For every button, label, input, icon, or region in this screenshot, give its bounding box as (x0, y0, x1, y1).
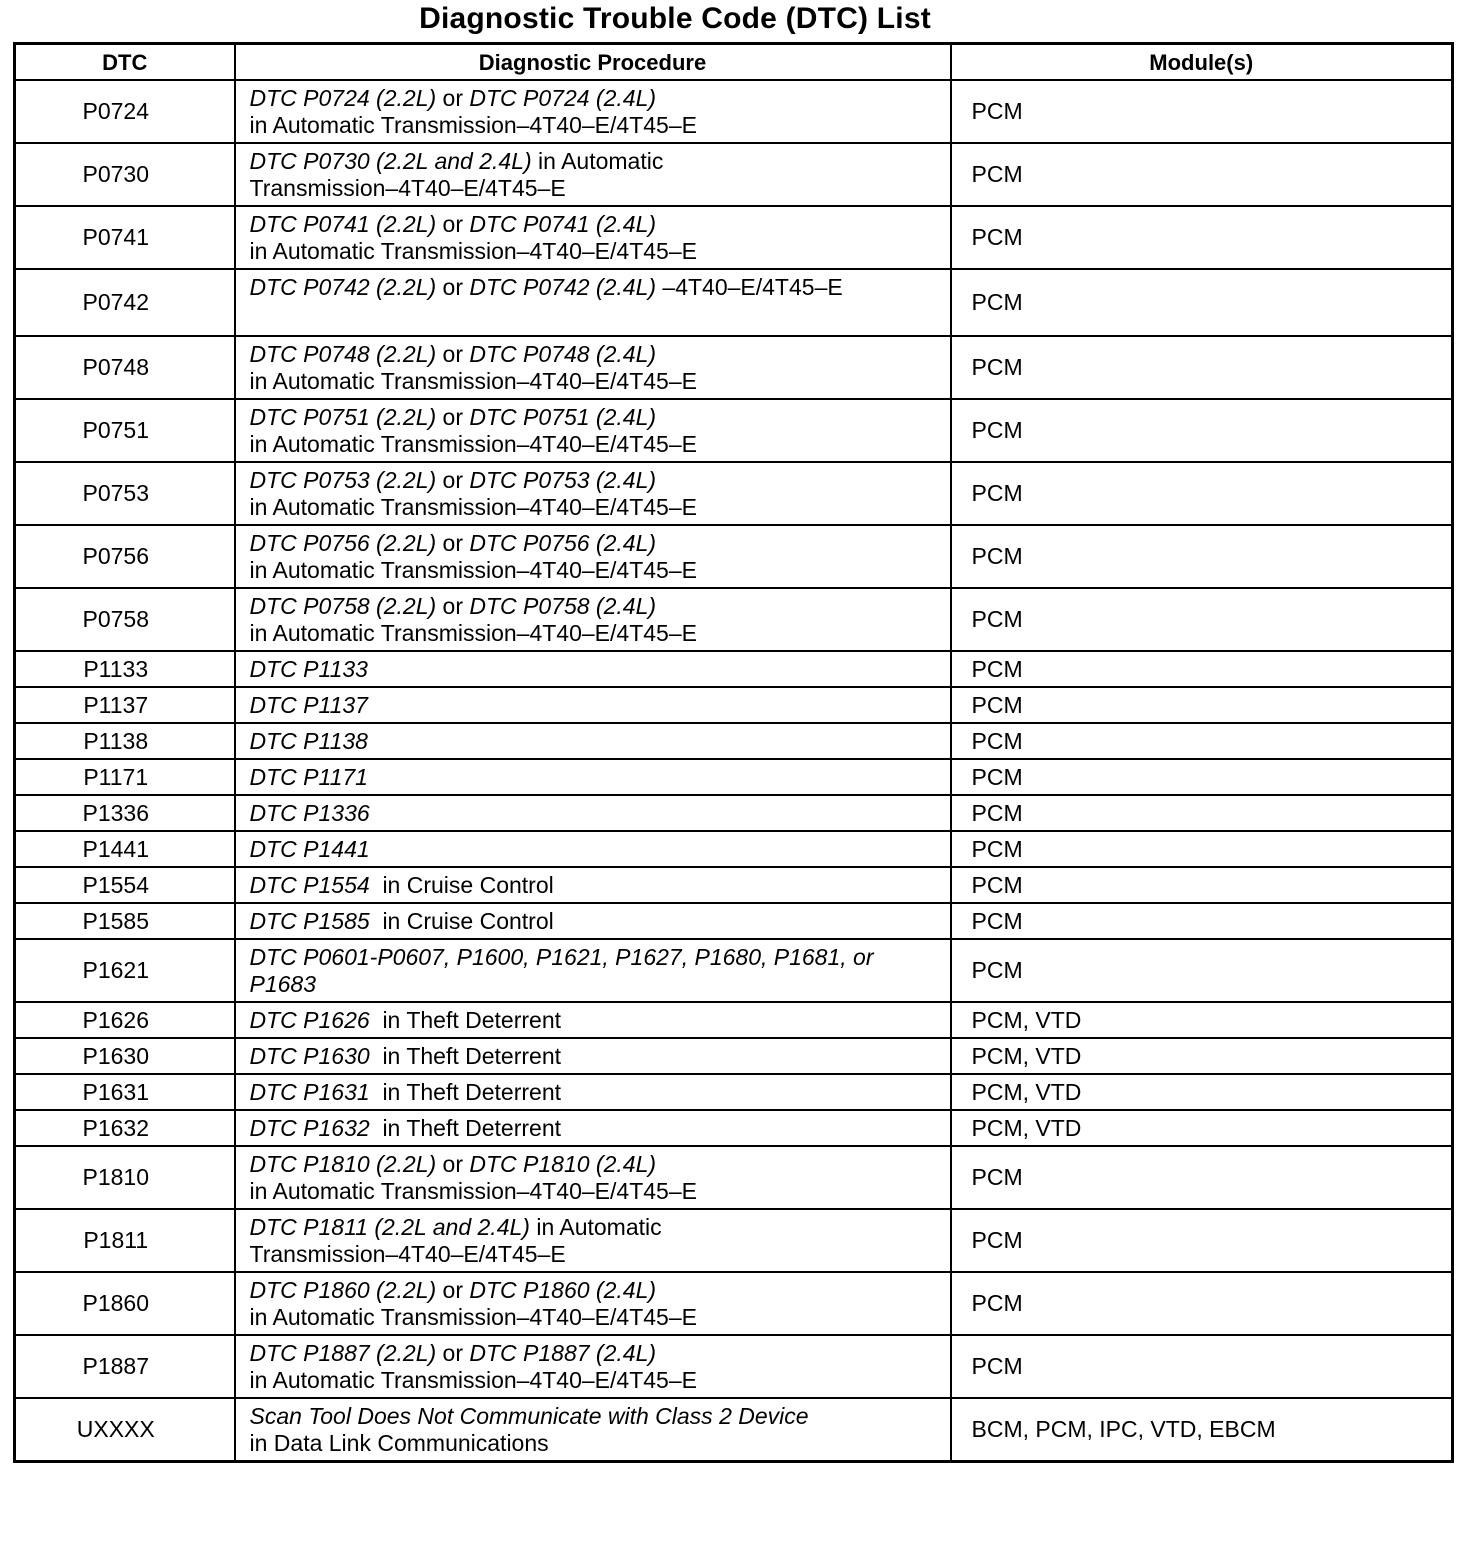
procedure-line-2 (250, 431, 944, 458)
procedure-line-1 (250, 148, 944, 175)
table-row (15, 269, 1453, 336)
diagnostic-procedure (235, 1335, 951, 1398)
procedure-line-1 (250, 872, 944, 899)
procedure-reference: DTC P0756 (2.4L) (469, 529, 657, 556)
procedure-reference: DTC P1632 (249, 1114, 370, 1141)
dtc-code: P1137 (15, 687, 235, 723)
modules: PCM (951, 525, 1453, 588)
procedure-text: in Automatic Transmission–4T40–E/4T45–E (249, 237, 697, 264)
diagnostic-procedure (235, 939, 951, 1002)
dtc-code: P0753 (15, 462, 235, 525)
procedure-line-1 (250, 656, 944, 683)
diagnostic-procedure (235, 1146, 951, 1209)
modules: PCM, VTD (951, 1110, 1453, 1146)
modules: BCM, PCM, IPC, VTD, EBCM (951, 1398, 1453, 1462)
table-row (15, 1335, 1453, 1398)
modules: PCM (951, 687, 1453, 723)
page-title: Diagnostic Trouble Code (DTC) List (419, 2, 931, 35)
procedure-reference: DTC P1811 (2.2L and 2.4L) (249, 1213, 530, 1240)
procedure-line-2 (250, 620, 944, 647)
procedure-line-2 (250, 1430, 944, 1457)
modules: PCM (951, 80, 1453, 143)
dtc-code: P1887 (15, 1335, 235, 1398)
modules: PCM (951, 462, 1453, 525)
procedure-reference: DTC P1138 (249, 727, 368, 754)
procedure-reference: DTC P0758 (2.4L) (469, 592, 657, 619)
dtc-code: P1336 (15, 795, 235, 831)
procedure-text: or (436, 403, 470, 430)
dtc-code: P1138 (15, 723, 235, 759)
modules: PCM (951, 831, 1453, 867)
procedure-reference: DTC P1860 (2.4L) (469, 1276, 657, 1303)
modules: PCM (951, 795, 1453, 831)
table-row (15, 831, 1453, 867)
modules: PCM (951, 939, 1453, 1002)
diagnostic-procedure (235, 269, 951, 336)
header-modules: Module(s) (951, 44, 1453, 81)
procedure-reference: Scan Tool Does Not Communicate with Class 2 Device (249, 1402, 809, 1429)
dtc-code: P1631 (15, 1074, 235, 1110)
procedure-text: in Cruise Control (369, 907, 554, 934)
dtc-code: P1171 (15, 759, 235, 795)
procedure-line-2 (250, 1367, 944, 1394)
diagnostic-procedure (235, 903, 951, 939)
procedure-reference: DTC P0601-P0607, P1600, P1621, P1627, P1680, P1681, or (249, 943, 874, 970)
modules: PCM (951, 1335, 1453, 1398)
dtc-code: P0748 (15, 336, 235, 399)
header-dtc: DTC (15, 44, 235, 81)
procedure-line-1 (250, 274, 944, 301)
procedure-reference: DTC P0730 (2.2L and 2.4L) (249, 147, 532, 174)
procedure-reference: DTC P1336 (249, 799, 370, 826)
procedure-line-1 (250, 800, 944, 827)
diagnostic-procedure (235, 80, 951, 143)
procedure-reference: DTC P1810 (2.2L) (249, 1150, 437, 1177)
modules: PCM, VTD (951, 1002, 1453, 1038)
dtc-code: P1621 (15, 939, 235, 1002)
diagnostic-procedure (235, 831, 951, 867)
procedure-reference: DTC P0751 (2.2L) (249, 403, 437, 430)
diagnostic-procedure (235, 759, 951, 795)
procedure-line-2 (250, 1178, 944, 1205)
dtc-code: P1626 (15, 1002, 235, 1038)
procedure-line-1 (250, 1214, 944, 1241)
procedure-reference: DTC P1133 (249, 655, 368, 682)
procedure-text: Transmission–4T40–E/4T45–E (249, 1240, 566, 1267)
procedure-line-2 (250, 368, 944, 395)
diagnostic-procedure (235, 588, 951, 651)
procedure-line-1 (250, 728, 944, 755)
procedure-text: in Data Link Communications (249, 1429, 549, 1456)
procedure-reference: DTC P1631 (249, 1078, 370, 1105)
procedure-reference: DTC P0741 (2.2L) (249, 210, 437, 237)
procedure-text: or (436, 592, 470, 619)
table-row (15, 1038, 1453, 1074)
procedure-line-1 (250, 593, 944, 620)
dtc-code: P1632 (15, 1110, 235, 1146)
modules: PCM (951, 1209, 1453, 1272)
procedure-reference: DTC P1630 (249, 1042, 370, 1069)
diagnostic-procedure (235, 1110, 951, 1146)
table-row (15, 723, 1453, 759)
procedure-text: in Automatic (531, 147, 664, 174)
table-row (15, 687, 1453, 723)
diagnostic-procedure (235, 399, 951, 462)
dtc-code: UXXXX (15, 1398, 235, 1462)
diagnostic-procedure (235, 1398, 951, 1462)
procedure-text: in Cruise Control (369, 871, 554, 898)
dtc-code: P1630 (15, 1038, 235, 1074)
procedure-text: in Automatic Transmission–4T40–E/4T45–E (249, 1177, 697, 1204)
procedure-reference: DTC P1887 (2.4L) (469, 1339, 657, 1366)
table-row (15, 1272, 1453, 1335)
procedure-reference: DTC P1441 (249, 835, 370, 862)
dtc-code: P1554 (15, 867, 235, 903)
procedure-reference: DTC P1585 (249, 907, 370, 934)
procedure-text: in Theft Deterrent (369, 1078, 562, 1105)
modules: PCM (951, 336, 1453, 399)
diagnostic-procedure (235, 1074, 951, 1110)
procedure-text: in Automatic Transmission–4T40–E/4T45–E (249, 430, 697, 457)
dtc-code: P1810 (15, 1146, 235, 1209)
procedure-line-2 (250, 494, 944, 521)
procedure-reference: DTC P1626 (249, 1006, 370, 1033)
table-row (15, 206, 1453, 269)
table-row (15, 903, 1453, 939)
table-row (15, 939, 1453, 1002)
dtc-code: P1133 (15, 651, 235, 687)
procedure-line-1 (250, 908, 944, 935)
procedure-line-1 (250, 1043, 944, 1070)
diagnostic-procedure (235, 651, 951, 687)
modules: PCM (951, 903, 1453, 939)
modules: PCM, VTD (951, 1074, 1453, 1110)
dtc-code: P0741 (15, 206, 235, 269)
diagnostic-procedure (235, 1272, 951, 1335)
modules: PCM (951, 759, 1453, 795)
procedure-reference: DTC P0724 (2.2L) (249, 84, 437, 111)
procedure-text: in Automatic Transmission–4T40–E/4T45–E (249, 1303, 697, 1330)
procedure-reference: DTC P1554 (249, 871, 370, 898)
procedure-line-2 (250, 238, 944, 265)
procedure-text: Transmission–4T40–E/4T45–E (249, 174, 566, 201)
dtc-code: P0724 (15, 80, 235, 143)
procedure-line-1 (250, 467, 944, 494)
table-row (15, 1074, 1453, 1110)
table-row (15, 795, 1453, 831)
procedure-text: or (436, 529, 470, 556)
procedure-text: in Theft Deterrent (369, 1042, 562, 1069)
procedure-line-1 (250, 404, 944, 431)
procedure-line-1 (250, 836, 944, 863)
procedure-text: –4T40–E/4T45–E (656, 274, 843, 300)
table-row (15, 1146, 1453, 1209)
procedure-reference: DTC P0742 (2.4L) (469, 274, 657, 300)
procedure-reference: DTC P0756 (2.2L) (249, 529, 437, 556)
table-row (15, 80, 1453, 143)
modules: PCM (951, 588, 1453, 651)
diagnostic-procedure (235, 462, 951, 525)
procedure-line-1 (250, 1079, 944, 1106)
table-row (15, 399, 1453, 462)
procedure-reference: DTC P1860 (2.2L) (249, 1276, 437, 1303)
procedure-line-1 (250, 1151, 944, 1178)
diagnostic-procedure (235, 723, 951, 759)
diagnostic-procedure (235, 867, 951, 903)
modules: PCM (951, 399, 1453, 462)
procedure-text: in Automatic Transmission–4T40–E/4T45–E (249, 619, 697, 646)
dtc-code: P0742 (15, 269, 235, 336)
procedure-line-1 (250, 530, 944, 557)
procedure-reference: DTC P0748 (2.2L) (249, 340, 437, 367)
table-header-row (15, 44, 1453, 81)
procedure-reference: DTC P0741 (2.4L) (469, 210, 657, 237)
table-row (15, 462, 1453, 525)
procedure-line-1 (250, 85, 944, 112)
procedure-line-2 (250, 557, 944, 584)
procedure-text: in Automatic Transmission–4T40–E/4T45–E (249, 367, 697, 394)
table-row (15, 588, 1453, 651)
procedure-reference: DTC P1137 (249, 691, 368, 718)
table-row (15, 1398, 1453, 1462)
procedure-reference: DTC P0753 (2.4L) (469, 466, 657, 493)
table-row (15, 1110, 1453, 1146)
procedure-text: in Automatic Transmission–4T40–E/4T45–E (249, 556, 697, 583)
dtc-code: P1441 (15, 831, 235, 867)
modules: PCM (951, 651, 1453, 687)
procedure-reference: DTC P1171 (249, 763, 368, 790)
modules: PCM (951, 723, 1453, 759)
diagnostic-procedure (235, 1038, 951, 1074)
procedure-line-2 (250, 971, 944, 998)
table-row (15, 1209, 1453, 1272)
diagnostic-procedure (235, 687, 951, 723)
procedure-text: in Theft Deterrent (369, 1114, 562, 1141)
procedure-reference: DTC P0751 (2.4L) (469, 403, 657, 430)
dtc-code: P1860 (15, 1272, 235, 1335)
procedure-line-1 (250, 1403, 944, 1430)
modules: PCM (951, 206, 1453, 269)
modules: PCM, VTD (951, 1038, 1453, 1074)
procedure-line-1 (250, 211, 944, 238)
modules: PCM (951, 1146, 1453, 1209)
procedure-text: in Automatic (529, 1213, 662, 1240)
table-row (15, 1002, 1453, 1038)
procedure-text: in Theft Deterrent (369, 1006, 562, 1033)
diagnostic-procedure (235, 336, 951, 399)
dtc-code: P0751 (15, 399, 235, 462)
diagnostic-procedure (235, 206, 951, 269)
table-row (15, 525, 1453, 588)
dtc-code: P0756 (15, 525, 235, 588)
procedure-reference: DTC P0758 (2.2L) (249, 592, 437, 619)
header-diagnostic-procedure: Diagnostic Procedure (235, 44, 951, 81)
procedure-reference: DTC P1810 (2.4L) (469, 1150, 657, 1177)
table-row (15, 759, 1453, 795)
procedure-text: or (436, 466, 470, 493)
diagnostic-procedure (235, 143, 951, 206)
table-row (15, 651, 1453, 687)
dtc-code: P0730 (15, 143, 235, 206)
procedure-line-1 (250, 1007, 944, 1034)
modules: PCM (951, 1272, 1453, 1335)
dtc-code: P1811 (15, 1209, 235, 1272)
procedure-line-1 (250, 1340, 944, 1367)
procedure-reference: P1683 (249, 970, 317, 997)
dtc-code: P1585 (15, 903, 235, 939)
procedure-reference: DTC P0742 (2.2L) (249, 274, 437, 300)
table-row (15, 143, 1453, 206)
diagnostic-procedure (235, 525, 951, 588)
dtc-code: P0758 (15, 588, 235, 651)
diagnostic-procedure (235, 1209, 951, 1272)
procedure-line-2 (250, 1241, 944, 1268)
procedure-text: in Automatic Transmission–4T40–E/4T45–E (249, 1366, 697, 1393)
modules: PCM (951, 269, 1453, 336)
procedure-text: or (436, 340, 470, 367)
table-row (15, 867, 1453, 903)
procedure-reference: DTC P1887 (2.2L) (249, 1339, 437, 1366)
diagnostic-procedure (235, 795, 951, 831)
procedure-line-1 (250, 692, 944, 719)
table-row (15, 336, 1453, 399)
modules: PCM (951, 867, 1453, 903)
procedure-text: or (436, 1150, 470, 1177)
procedure-text: or (436, 84, 470, 111)
diagnostic-procedure (235, 1002, 951, 1038)
procedure-line-1 (250, 341, 944, 368)
procedure-text: or (436, 1276, 470, 1303)
procedure-text: or (436, 274, 470, 300)
modules: PCM (951, 143, 1453, 206)
procedure-reference: DTC P0748 (2.4L) (469, 340, 657, 367)
procedure-line-1 (250, 1115, 944, 1142)
procedure-line-2 (250, 112, 944, 139)
procedure-reference: DTC P0753 (2.2L) (249, 466, 437, 493)
procedure-line-2 (250, 1304, 944, 1331)
procedure-text: or (436, 210, 470, 237)
procedure-line-1 (250, 944, 944, 971)
procedure-text: in Automatic Transmission–4T40–E/4T45–E (249, 493, 697, 520)
procedure-line-2 (250, 175, 944, 202)
procedure-text: or (436, 1339, 470, 1366)
procedure-reference: DTC P0724 (2.4L) (469, 84, 657, 111)
procedure-line-1 (250, 764, 944, 791)
dtc-table (13, 42, 1454, 1463)
procedure-text: in Automatic Transmission–4T40–E/4T45–E (249, 111, 697, 138)
procedure-line-1 (250, 1277, 944, 1304)
